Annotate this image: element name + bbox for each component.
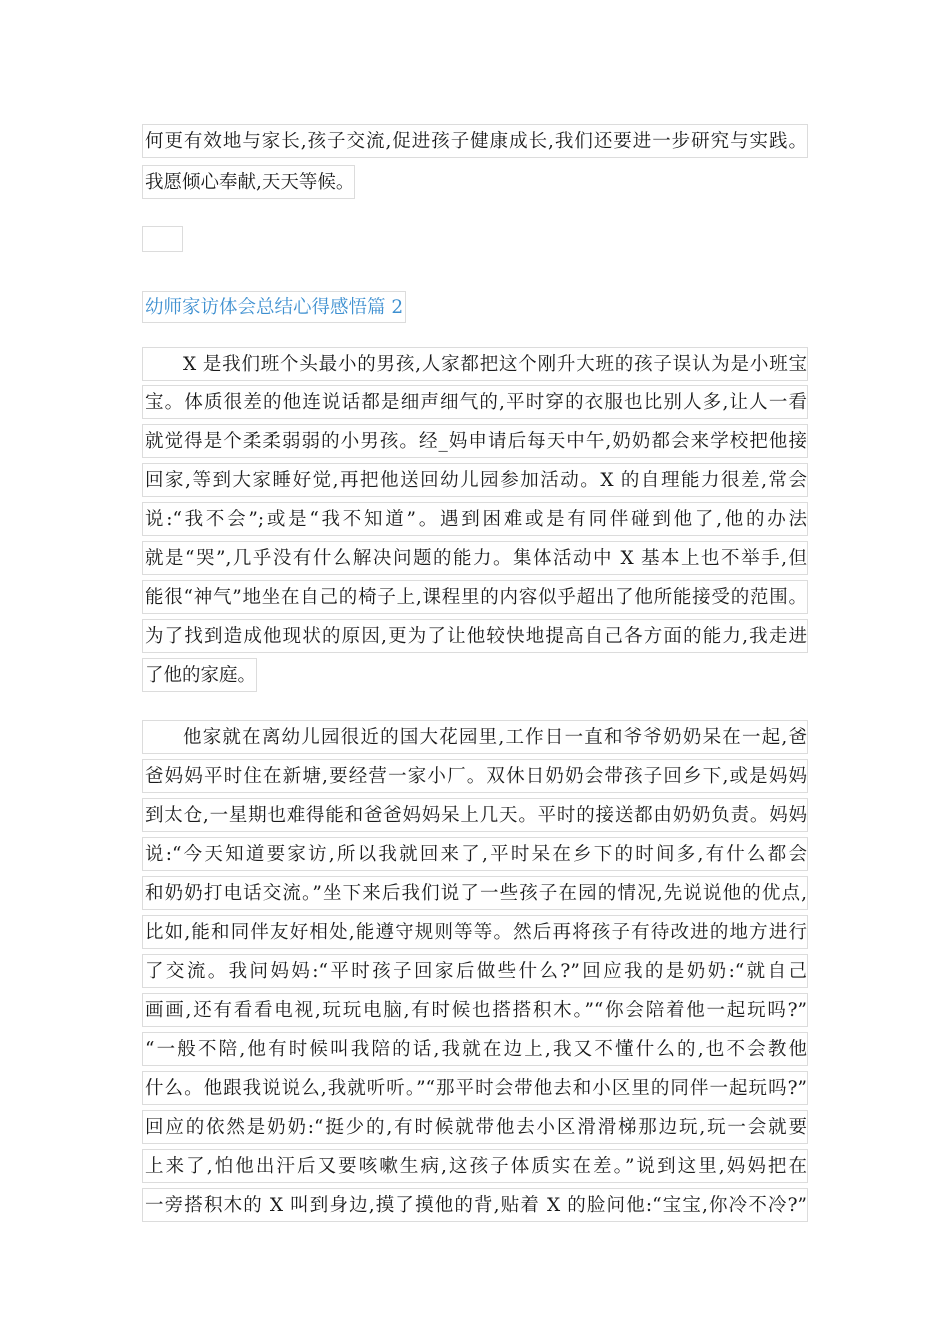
paragraph-line: 就是“哭”,几乎没有什么解决问题的能力。集体活动中 X 基本上也不举手,但 <box>142 541 808 575</box>
section-heading: 幼师家访体会总结心得感悟篇 2 <box>142 291 406 323</box>
paragraph-line: 宝。体质很差的他连说话都是细声细气的,平时穿的衣服也比别人多,让人一看 <box>142 385 808 419</box>
intro-line: 何更有效地与家长,孩子交流,促进孩子健康成长,我们还要进一步研究与实践。 <box>142 124 808 158</box>
intro-line: 我愿倾心奉献,天天等候。 <box>142 165 355 199</box>
empty-placeholder-box <box>142 226 183 252</box>
paragraph-line: 为了找到造成他现状的原因,更为了让他较快地提高自己各方面的能力,我走进 <box>142 619 808 653</box>
paragraph-line: 比如,能和同伴友好相处,能遵守规则等等。然后再将孩子有待改进的地方进行 <box>142 915 808 949</box>
paragraph-line: X 是我们班个头最小的男孩,人家都把这个刚升大班的孩子误认为是小班宝 <box>142 347 808 381</box>
paragraph-line: 他家就在离幼儿园很近的国大花园里,工作日一直和爷爷奶奶呆在一起,爸 <box>142 720 808 754</box>
paragraph-line: 了他的家庭。 <box>142 658 257 692</box>
paragraph-line: 了交流。我问妈妈:“平时孩子回家后做些什么?”回应我的是奶奶:“就自己 <box>142 954 808 988</box>
paragraph-line: 和奶奶打电话交流。”坐下来后我们说了一些孩子在园的情况,先说说他的优点, <box>142 876 808 910</box>
paragraph-line: 能很“神气”地坐在自己的椅子上,课程里的内容似乎超出了他所能接受的范围。 <box>142 580 808 614</box>
paragraph-line: 回应的依然是奶奶:“挺少的,有时候就带他去小区滑滑梯那边玩,玩一会就要 <box>142 1110 808 1144</box>
paragraph-line: 爸妈妈平时住在新塘,要经营一家小厂。双休日奶奶会带孩子回乡下,或是妈妈 <box>142 759 808 793</box>
paragraph-line: 什么。他跟我说说么,我就听听。”“那平时会带他去和小区里的同伴一起玩吗?” <box>142 1071 808 1105</box>
paragraph-line: 一旁搭积木的 X 叫到身边,摸了摸他的背,贴着 X 的脸问他:“宝宝,你冷不冷?” <box>142 1188 808 1222</box>
paragraph-line: 就觉得是个柔柔弱弱的小男孩。经_妈申请后每天中午,奶奶都会来学校把他接 <box>142 424 808 458</box>
paragraph-line: 说:“我不会”;或是“我不知道”。遇到困难或是有同伴碰到他了,他的办法 <box>142 502 808 536</box>
paragraph-line: 回家,等到大家睡好觉,再把他送回幼儿园参加活动。X 的自理能力很差,常会 <box>142 463 808 497</box>
paragraph-line: 说:“今天知道要家访,所以我就回来了,平时呆在乡下的时间多,有什么都会 <box>142 837 808 871</box>
paragraph-line: 到太仓,一星期也难得能和爸爸妈妈呆上几天。平时的接送都由奶奶负责。妈妈 <box>142 798 808 832</box>
paragraph-line: “一般不陪,他有时候叫我陪的话,我就在边上,我又不懂什么的,也不会教他 <box>142 1032 808 1066</box>
paragraph-line: 上来了,怕他出汗后又要咳嗽生病,这孩子体质实在差。”说到这里,妈妈把在 <box>142 1149 808 1183</box>
paragraph-line: 画画,还有看看电视,玩玩电脑,有时候也搭搭积木。”“你会陪着他一起玩吗?” <box>142 993 808 1027</box>
